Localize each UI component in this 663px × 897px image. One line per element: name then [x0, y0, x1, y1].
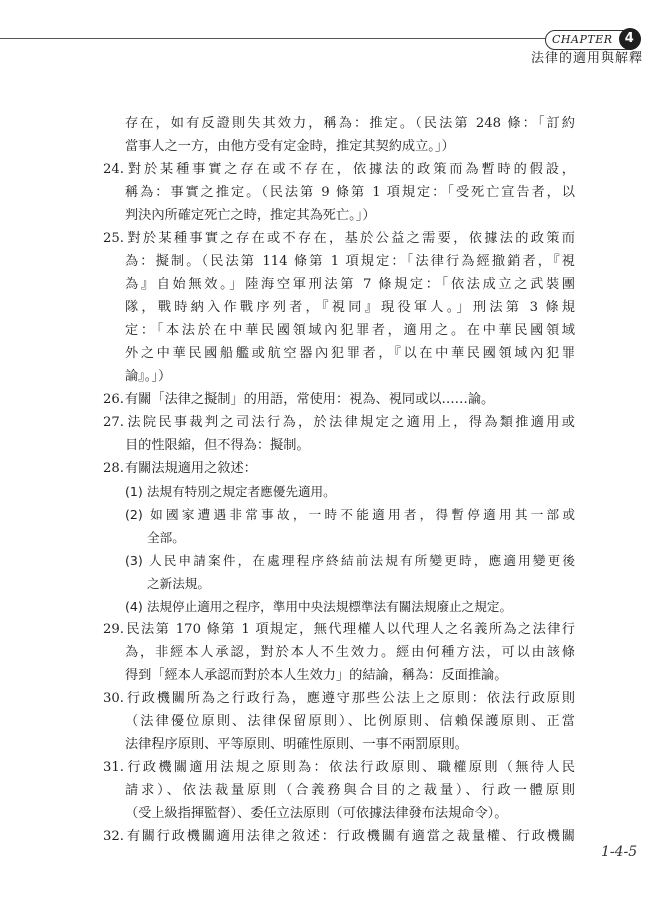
- text-line: [103, 204, 575, 227]
- item-number: 30.: [103, 691, 124, 706]
- text-line: [103, 480, 575, 503]
- line-text: 當事人之一方，由他方受有定金時，推定其契約成立。」）: [125, 139, 455, 154]
- item-number: 32.: [103, 829, 124, 844]
- line-text: 行政機關所為之行政行為，應遵守那些公法上之原則：依法行政原則: [125, 691, 575, 706]
- text-line: [103, 365, 575, 388]
- item-number: 31.: [103, 760, 124, 775]
- line-text: (1) 法規有特別之規定者應優先適用。: [125, 484, 336, 499]
- text-line: [103, 342, 575, 365]
- line-text: 判決內所確定死亡之時，推定其為死亡。」）: [125, 208, 376, 223]
- line-text: （法律優位原則、法律保留原則）、比例原則、信賴保護原則、正當: [125, 714, 575, 729]
- item-number: 25.: [103, 231, 124, 246]
- text-line: [103, 664, 575, 687]
- line-text: 為，非經本人承認，對於本人不生效力。經由何種方法，可以由該條: [125, 645, 575, 660]
- text-line: [103, 250, 575, 273]
- text-line: [103, 526, 575, 549]
- text-line: [103, 135, 575, 158]
- list-item-start: [103, 825, 575, 848]
- line-text: 對於某種事實之存在或不存在，依據法的政策而為暫時的假設，: [125, 162, 575, 177]
- line-text: （受上級指揮監督）、委任立法原則（可依據法律發布法規命令）。: [125, 806, 508, 821]
- list-item-start: [103, 618, 575, 641]
- text-line: [103, 296, 575, 319]
- line-text: 之新法規。: [147, 576, 210, 591]
- line-text: 有關「法律之擬制」的用語，常使用：視為、視同或以……論。: [125, 392, 495, 407]
- list-item-start: [103, 756, 575, 779]
- line-text: 有關行政機關適用法律之敘述：行政機關有適當之裁量權、行政機關: [125, 829, 575, 844]
- line-text: 稱為：事實之推定。（民法第 9 條第 1 項規定：「受死亡宣告者，以: [125, 185, 575, 200]
- text-line: [103, 549, 575, 572]
- line-text: 法律程序原則、平等原則、明確性原則、一事不兩罰原則。: [125, 737, 468, 752]
- item-number: 28.: [103, 461, 124, 476]
- line-text: 定：「本法於在中華民國領域內犯罪者，適用之。在中華民國領域: [125, 323, 575, 338]
- list-item-start: [103, 411, 575, 434]
- text-line: [103, 595, 575, 618]
- line-text: 對於某種事實之存在或不存在，基於公益之需要，依據法的政策而: [125, 231, 575, 246]
- item-number: 29.: [103, 622, 124, 637]
- list-item-start: [103, 388, 575, 411]
- line-text: 得到「經本人承認而對於本人生效力」的結論，稱為：反面推論。: [125, 668, 508, 683]
- text-line: [103, 733, 575, 756]
- text-line: [103, 572, 575, 595]
- header-rule: [0, 38, 548, 39]
- line-text: (3) 人民申請案件，在處理程序終結前法規有所變更時，應適用變更後: [125, 553, 575, 568]
- line-text: (4) 法規停止適用之程序，準用中央法規標準法有關法規廢止之規定。: [125, 599, 513, 614]
- line-text: 行政機關適用法規之原則為：依法行政原則、職權原則（無待人民: [125, 760, 575, 775]
- list-item-start: [103, 227, 575, 250]
- list-item-start: [103, 158, 575, 181]
- text-line: [103, 112, 575, 135]
- line-text: (2) 如國家遭遇非常事故，一時不能適用者，得暫停適用其一部或: [125, 507, 575, 522]
- line-text: 目的性限縮，但不得為：擬制。: [125, 438, 310, 453]
- text-line: [103, 181, 575, 204]
- list-item-start: [103, 687, 575, 710]
- chapter-subtitle: 法律的適用與解釋: [530, 51, 643, 66]
- chapter-number: 4: [619, 28, 641, 50]
- chapter-label: CHAPTER: [552, 33, 613, 46]
- line-text: 法院民事裁判之司法行為，於法律規定之適用上，得為類推適用或: [125, 415, 575, 430]
- line-text: 外之中華民國船艦或航空器內犯罪者，『以在中華民國領域內犯罪: [125, 346, 575, 361]
- line-text: 論』。」）: [125, 369, 172, 384]
- line-text: 全部。: [147, 530, 185, 545]
- item-number: 26.: [103, 392, 124, 407]
- document-body: [103, 112, 575, 848]
- item-number: 27.: [103, 415, 124, 430]
- page-number: 1-4-5: [601, 844, 638, 860]
- text-line: [103, 319, 575, 342]
- text-line: [103, 779, 575, 802]
- text-line: [103, 434, 575, 457]
- line-text: 為：擬制。（民法第 114 條第 1 項規定：「法律行為經撤銷者，『視: [125, 254, 575, 269]
- text-line: [103, 710, 575, 733]
- line-text: 存在，如有反證則失其效力，稱為：推定。（民法第 248 條：「訂約: [125, 116, 575, 131]
- line-text: 請求）、依法裁量原則（合義務與合目的之裁量）、行政一體原則: [125, 783, 575, 798]
- line-text: 為』自始無效。」陸海空軍刑法第 7 條規定：「依法成立之武裝團: [125, 277, 575, 292]
- list-item-start: [103, 457, 575, 480]
- text-line: [103, 641, 575, 664]
- text-line: [103, 273, 575, 296]
- item-number: 24.: [103, 162, 124, 177]
- text-line: [103, 802, 575, 825]
- line-text: 隊，戰時納入作戰序列者，『視同』現役軍人。」刑法第 3 條規: [125, 300, 575, 315]
- line-text: 有關法規適用之敘述：: [125, 461, 257, 476]
- line-text: 民法第 170 條第 1 項規定，無代理權人以代理人之名義所為之法律行: [125, 622, 575, 637]
- text-line: [103, 503, 575, 526]
